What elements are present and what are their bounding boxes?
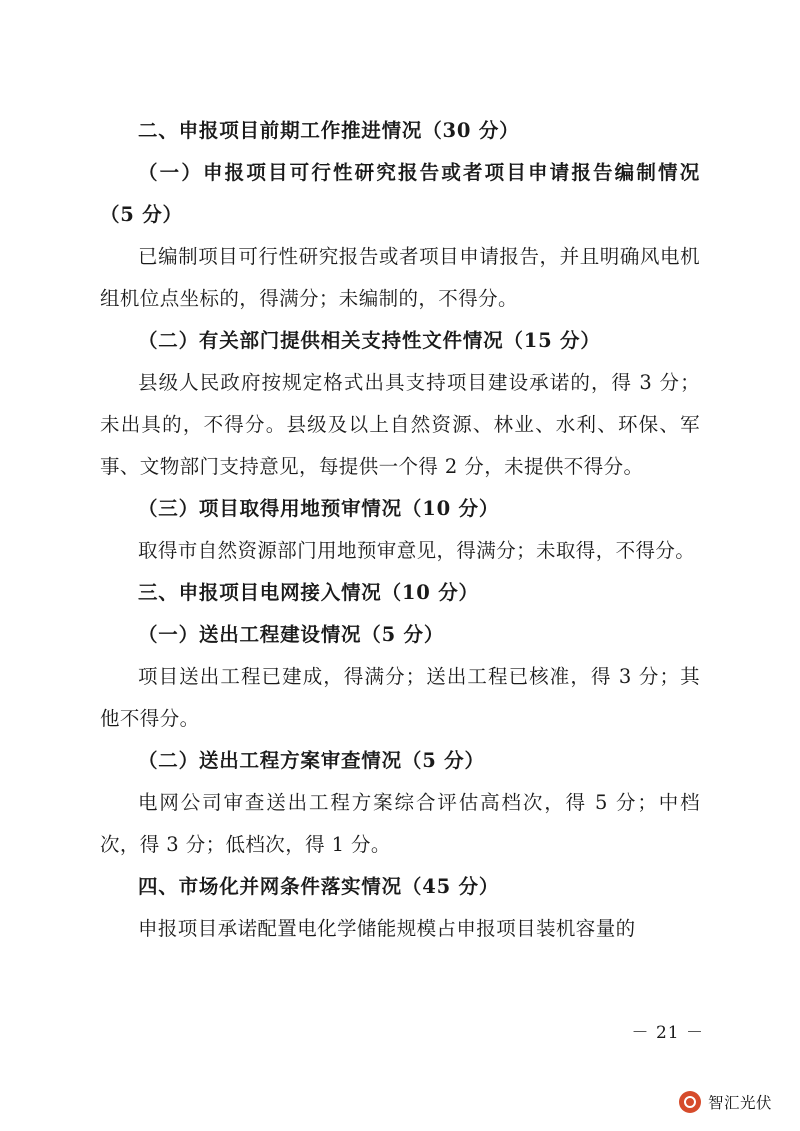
subsection-heading-3-2: （二）送出工程方案审查情况（5 分） [138,749,485,772]
paragraph-3-2: 电网公司审查送出工程方案综合评估高档次，得 5 分；中档次，得 3 分；低档次，得 1 分。 [100,791,700,856]
section-heading-4: 四、市场化并网条件落实情况（45 分） [138,875,500,898]
subsection-heading-3-1: （一）送出工程建设情况（5 分） [138,623,445,646]
subsection-heading-2-2: （二）有关部门提供相关支持性文件情况（15 分） [138,329,601,352]
paragraph-4-1: 申报项目承诺配置电化学储能规模占申报项目装机容量的 [138,917,636,940]
paragraph-2-3: 取得市自然资源部门用地预审意见，得满分；未取得，不得分。 [138,539,696,562]
paragraph-3-1: 项目送出工程已建成，得满分；送出工程已核准，得 3 分；其他不得分。 [100,665,700,730]
section-heading-3: 三、申报项目电网接入情况（10 分） [138,581,479,604]
paragraph-2-1: 已编制项目可行性研究报告或者项目申请报告，并且明确风电机组机位点坐标的，得满分；未编制的，不得分。 [100,245,700,310]
document-body [100,110,700,950]
section-heading-2: 二、申报项目前期工作推进情况（30 分） [138,119,520,142]
circle-logo-icon [679,1091,701,1113]
subsection-heading-2-1: （一）申报项目可行性研究报告或者项目申请报告编制情况（5 分） [100,161,700,226]
paragraph-2-2: 县级人民政府按规定格式出具支持项目建设承诺的，得 3 分；未出具的，不得分。县级及以上自然资源、林业、水利、环保、军事、文物部门支持意见，每提供一个得 2 分，未提供不得分。 [100,371,700,478]
watermark-label: 智汇光伏 [707,1094,772,1112]
subsection-heading-2-3: （三）项目取得用地预审情况（10 分） [138,497,500,520]
watermark-badge [679,1091,772,1113]
page-number: － 21 － [631,1023,704,1043]
